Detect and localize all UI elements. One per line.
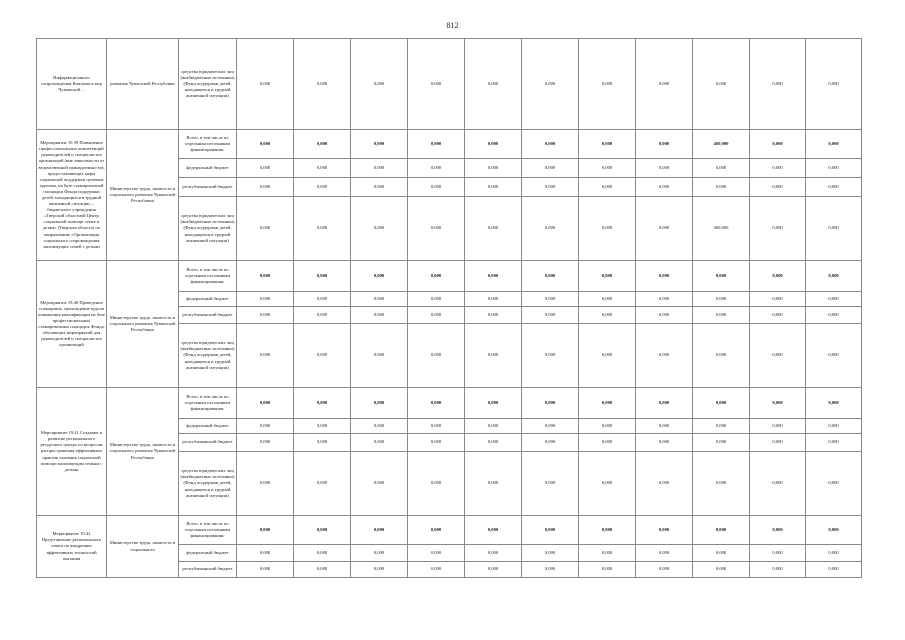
amount-cell: 0,000	[237, 197, 294, 261]
amount-cell: 0,000	[465, 178, 522, 197]
amount-cell: 0,000	[351, 434, 408, 452]
budget-table	[36, 38, 862, 578]
amount-cell: 0,000	[408, 324, 465, 388]
amount-cell: 0,000	[351, 562, 408, 578]
measure-name: Мероприятие 19.42 Представление регионального опыта по внедрению эффективных технологий оказания	[37, 516, 107, 578]
amount-cell: 0,000	[806, 452, 862, 516]
amount-cell: 0,000	[294, 292, 351, 307]
amount-cell: 0,000	[693, 562, 750, 578]
amount-cell: 0,000	[522, 452, 579, 516]
amount-cell: 0,000	[522, 197, 579, 261]
amount-cell: 0,000	[579, 159, 636, 178]
amount-cell: 0,000	[465, 261, 522, 292]
amount-cell: 0,000	[636, 39, 693, 130]
amount-cell: 0,000	[693, 261, 750, 292]
amount-cell: 0,000	[465, 130, 522, 159]
amount-cell: 0,000	[237, 324, 294, 388]
funding-source: Всего, в том числе по отдельным источникам финансирования:	[179, 261, 237, 292]
page-number: 812	[446, 21, 459, 30]
amount-cell: 0,000	[636, 452, 693, 516]
amount-cell: 0,000	[408, 419, 465, 434]
table-row	[37, 39, 862, 130]
amount-cell: 0,000	[522, 292, 579, 307]
amount-cell: 0,000	[693, 307, 750, 324]
funding-source: средства юридических лиц (внебюджетные источники) (Фонд поддержки детей, находящихся в трудной жизненной ситуации)	[179, 39, 237, 130]
amount-cell: 0,000	[579, 197, 636, 261]
amount-cell: 0,000	[806, 159, 862, 178]
amount-cell: 0,000	[237, 130, 294, 159]
amount-cell: 0,000	[408, 130, 465, 159]
measure-name: Мероприятие 19.40 Проведение стажировок, прохождение курсов повышения квалификации на базе профессиональных стажировочных площадок Фонда, обучающих мероприятий для руководителей и специалистов организаций	[37, 261, 107, 388]
amount-cell: 0,000	[237, 545, 294, 562]
amount-cell: 0,000	[408, 434, 465, 452]
amount-cell: 0,000	[351, 516, 408, 545]
amount-cell: 0,000	[237, 434, 294, 452]
amount-cell: 0,000	[806, 130, 862, 159]
amount-cell: 0,000	[294, 324, 351, 388]
amount-cell: 0,000	[579, 292, 636, 307]
amount-cell: 0,000	[408, 388, 465, 419]
amount-cell: 0,000	[237, 562, 294, 578]
amount-cell: 0,000	[636, 545, 693, 562]
amount-cell: 0,000	[750, 307, 806, 324]
executor-name: развития Чувашской Республики	[107, 39, 179, 130]
amount-cell: 0,000	[579, 545, 636, 562]
amount-cell: 0,000	[408, 292, 465, 307]
amount-cell: 0,000	[522, 159, 579, 178]
amount-cell: 0,000	[806, 434, 862, 452]
amount-cell: 0,000	[408, 545, 465, 562]
amount-cell: 0,000	[294, 39, 351, 130]
amount-cell: 0,000	[693, 178, 750, 197]
amount-cell: 0,000	[693, 419, 750, 434]
amount-cell: 0,000	[522, 545, 579, 562]
amount-cell: 0,000	[750, 159, 806, 178]
table-row	[37, 261, 862, 292]
amount-cell: 0,000	[294, 516, 351, 545]
amount-cell: 0,000	[693, 292, 750, 307]
funding-source: республиканский бюджет	[179, 562, 237, 578]
amount-cell: 0,000	[294, 388, 351, 419]
amount-cell: 0,000	[465, 324, 522, 388]
amount-cell: 0,000	[579, 324, 636, 388]
measure-name: Мероприятие 19.39 Повышение профессиональных компетенций руководителей и специалистов организаций (вне зависимости от ведомственной принадлежности), предоставляющих меры социальной поддержки целевым группам, на базе стажировочной площадки Фонда поддержки детей, находящихся в трудной жизненной ситуации, – бюджетного учреждения «Тверской областной Центр социальной помощи семье и детям» (Тверская область) по направлению «Организация социального сопровождения малоимущих семей с детьми	[37, 130, 107, 261]
table-body	[37, 39, 862, 578]
amount-cell: 0,000	[806, 292, 862, 307]
funding-source: республиканский бюджет	[179, 178, 237, 197]
executor-name: Министерство труда, занятости и социального развития Чувашской Республики	[107, 388, 179, 516]
amount-cell: 0,000	[750, 388, 806, 419]
funding-source: республиканский бюджет	[179, 307, 237, 324]
funding-source: федеральный бюджет	[179, 292, 237, 307]
funding-source: средства юридических лиц (внебюджетные источники) (Фонд поддержки детей, находящихся в трудной жизненной ситуации)	[179, 452, 237, 516]
measure-name: Мероприятие 19.41 Создание и развитие регионального ресурсного центра по вопросам распространения эффективных практик оказания социальной помощи малоимущим семьям с детьми	[37, 388, 107, 516]
amount-cell: 0,000	[408, 307, 465, 324]
amount-cell: 0,000	[465, 292, 522, 307]
amount-cell: 0,000	[465, 419, 522, 434]
amount-cell: 0,000	[750, 452, 806, 516]
amount-cell: 0,000	[522, 434, 579, 452]
amount-cell: 0,000	[294, 452, 351, 516]
amount-cell: 0,000	[806, 261, 862, 292]
amount-cell: 0,000	[750, 39, 806, 130]
amount-cell: 0,000	[579, 178, 636, 197]
amount-cell: 0,000	[351, 197, 408, 261]
amount-cell: 0,000	[693, 324, 750, 388]
amount-cell: 0,000	[693, 388, 750, 419]
amount-cell: 0,000	[522, 261, 579, 292]
amount-cell: 0,000	[693, 545, 750, 562]
amount-cell: 0,000	[636, 324, 693, 388]
amount-cell: 0,000	[408, 516, 465, 545]
amount-cell: 0,000	[351, 388, 408, 419]
amount-cell: 0,000	[465, 388, 522, 419]
amount-cell: 0,000	[693, 516, 750, 545]
amount-cell: 0,000	[579, 388, 636, 419]
amount-cell: 0,000	[237, 292, 294, 307]
amount-cell: 0,000	[351, 130, 408, 159]
funding-source: средства юридических лиц (внебюджетные источники) (Фонд поддержки детей, находящихся в трудной жизненной ситуации)	[179, 324, 237, 388]
amount-cell: 0,000	[522, 130, 579, 159]
amount-cell: 0,000	[806, 307, 862, 324]
amount-cell: 0,000	[750, 324, 806, 388]
amount-cell: 0,000	[465, 452, 522, 516]
amount-cell: 0,000	[408, 562, 465, 578]
amount-cell: 0,000	[237, 159, 294, 178]
amount-cell: 469,000	[693, 197, 750, 261]
amount-cell: 0,000	[294, 419, 351, 434]
amount-cell: 0,000	[693, 159, 750, 178]
amount-cell: 0,000	[806, 562, 862, 578]
amount-cell: 0,000	[351, 159, 408, 178]
amount-cell: 0,000	[636, 516, 693, 545]
amount-cell: 0,000	[351, 39, 408, 130]
amount-cell: 0,000	[579, 434, 636, 452]
amount-cell: 0,000	[408, 178, 465, 197]
amount-cell: 0,000	[579, 39, 636, 130]
amount-cell: 0,000	[636, 292, 693, 307]
amount-cell: 0,000	[351, 452, 408, 516]
table-row	[37, 130, 862, 159]
amount-cell: 0,000	[237, 261, 294, 292]
amount-cell: 0,000	[806, 178, 862, 197]
amount-cell: 0,000	[750, 178, 806, 197]
amount-cell: 0,000	[636, 178, 693, 197]
amount-cell: 0,000	[636, 434, 693, 452]
amount-cell: 0,000	[579, 562, 636, 578]
executor-name: Министерство труда, занятости и социального развития Чувашской Республики	[107, 261, 179, 388]
funding-source: республиканский бюджет	[179, 434, 237, 452]
amount-cell: 0,000	[636, 197, 693, 261]
amount-cell: 0,000	[750, 434, 806, 452]
amount-cell: 0,000	[465, 516, 522, 545]
amount-cell: 0,000	[351, 261, 408, 292]
amount-cell: 0,000	[806, 545, 862, 562]
amount-cell: 0,000	[750, 562, 806, 578]
funding-source: Всего, в том числе по отдельным источникам финансирования:	[179, 130, 237, 159]
amount-cell: 0,000	[237, 516, 294, 545]
amount-cell: 0,000	[806, 516, 862, 545]
funding-source: Всего, в том числе по отдельным источникам финансирования:	[179, 388, 237, 419]
amount-cell: 0,000	[465, 307, 522, 324]
amount-cell: 0,000	[465, 197, 522, 261]
amount-cell: 0,000	[294, 197, 351, 261]
amount-cell: 0,000	[579, 261, 636, 292]
amount-cell: 0,000	[351, 324, 408, 388]
amount-cell: 0,000	[806, 388, 862, 419]
amount-cell: 0,000	[636, 562, 693, 578]
amount-cell: 0,000	[579, 307, 636, 324]
amount-cell: 0,000	[522, 516, 579, 545]
amount-cell: 0,000	[636, 388, 693, 419]
amount-cell: 0,000	[522, 388, 579, 419]
amount-cell: 0,000	[351, 178, 408, 197]
amount-cell: 0,000	[522, 178, 579, 197]
amount-cell: 0,000	[579, 130, 636, 159]
amount-cell: 0,000	[294, 261, 351, 292]
amount-cell: 0,000	[465, 545, 522, 562]
executor-name: Министерство труда, занятости и социального развития Чувашской Республики	[107, 130, 179, 261]
amount-cell: 0,000	[408, 261, 465, 292]
amount-cell: 0,000	[750, 261, 806, 292]
amount-cell: 0,000	[579, 452, 636, 516]
funding-source: Всего, в том числе по отдельным источникам финансирования:	[179, 516, 237, 545]
amount-cell: 0,000	[522, 324, 579, 388]
amount-cell: 0,000	[750, 197, 806, 261]
amount-cell: 0,000	[636, 130, 693, 159]
amount-cell: 0,000	[806, 39, 862, 130]
amount-cell: 0,000	[806, 197, 862, 261]
amount-cell: 0,000	[522, 39, 579, 130]
funding-source: федеральный бюджет	[179, 545, 237, 562]
amount-cell: 0,000	[294, 562, 351, 578]
amount-cell: 0,000	[294, 434, 351, 452]
amount-cell: 0,000	[237, 307, 294, 324]
amount-cell: 0,000	[351, 307, 408, 324]
amount-cell: 0,000	[408, 159, 465, 178]
amount-cell: 0,000	[806, 419, 862, 434]
amount-cell: 0,000	[465, 39, 522, 130]
amount-cell: 0,000	[351, 292, 408, 307]
amount-cell: 0,000	[237, 178, 294, 197]
amount-cell: 0,000	[465, 159, 522, 178]
funding-source: федеральный бюджет	[179, 159, 237, 178]
amount-cell: 0,000	[465, 434, 522, 452]
measure-name: Информационного сопровождения Комплекса мер Чувашской ...	[37, 39, 107, 130]
amount-cell: 0,000	[579, 419, 636, 434]
funding-source: федеральный бюджет	[179, 419, 237, 434]
table-row	[37, 516, 862, 545]
amount-cell: 0,000	[750, 545, 806, 562]
amount-cell: 0,000	[693, 39, 750, 130]
amount-cell: 0,000	[636, 307, 693, 324]
amount-cell: 0,000	[408, 39, 465, 130]
amount-cell: 0,000	[351, 545, 408, 562]
amount-cell: 0,000	[294, 130, 351, 159]
amount-cell: 469,000	[693, 130, 750, 159]
amount-cell: 0,000	[237, 388, 294, 419]
executor-name: Министерство труда, занятости и социального	[107, 516, 179, 578]
amount-cell: 0,000	[522, 419, 579, 434]
amount-cell: 0,000	[693, 452, 750, 516]
amount-cell: 0,000	[522, 307, 579, 324]
amount-cell: 0,000	[693, 434, 750, 452]
amount-cell: 0,000	[522, 562, 579, 578]
amount-cell: 0,000	[294, 178, 351, 197]
amount-cell: 0,000	[750, 130, 806, 159]
amount-cell: 0,000	[750, 419, 806, 434]
amount-cell: 0,000	[408, 197, 465, 261]
amount-cell: 0,000	[351, 419, 408, 434]
amount-cell: 0,000	[806, 324, 862, 388]
amount-cell: 0,000	[237, 452, 294, 516]
amount-cell: 0,000	[408, 452, 465, 516]
amount-cell: 0,000	[579, 516, 636, 545]
amount-cell: 0,000	[636, 159, 693, 178]
amount-cell: 0,000	[465, 562, 522, 578]
amount-cell: 0,000	[750, 516, 806, 545]
amount-cell: 0,000	[636, 419, 693, 434]
amount-cell: 0,000	[636, 261, 693, 292]
amount-cell: 0,000	[750, 292, 806, 307]
amount-cell: 0,000	[294, 307, 351, 324]
amount-cell: 0,000	[237, 39, 294, 130]
funding-source: средства юридических лиц (внебюджетные источники) (Фонд поддержки детей, находящихся в трудной жизненной ситуации)	[179, 197, 237, 261]
amount-cell: 0,000	[294, 159, 351, 178]
amount-cell: 0,000	[237, 419, 294, 434]
table-row	[37, 388, 862, 419]
amount-cell: 0,000	[294, 545, 351, 562]
